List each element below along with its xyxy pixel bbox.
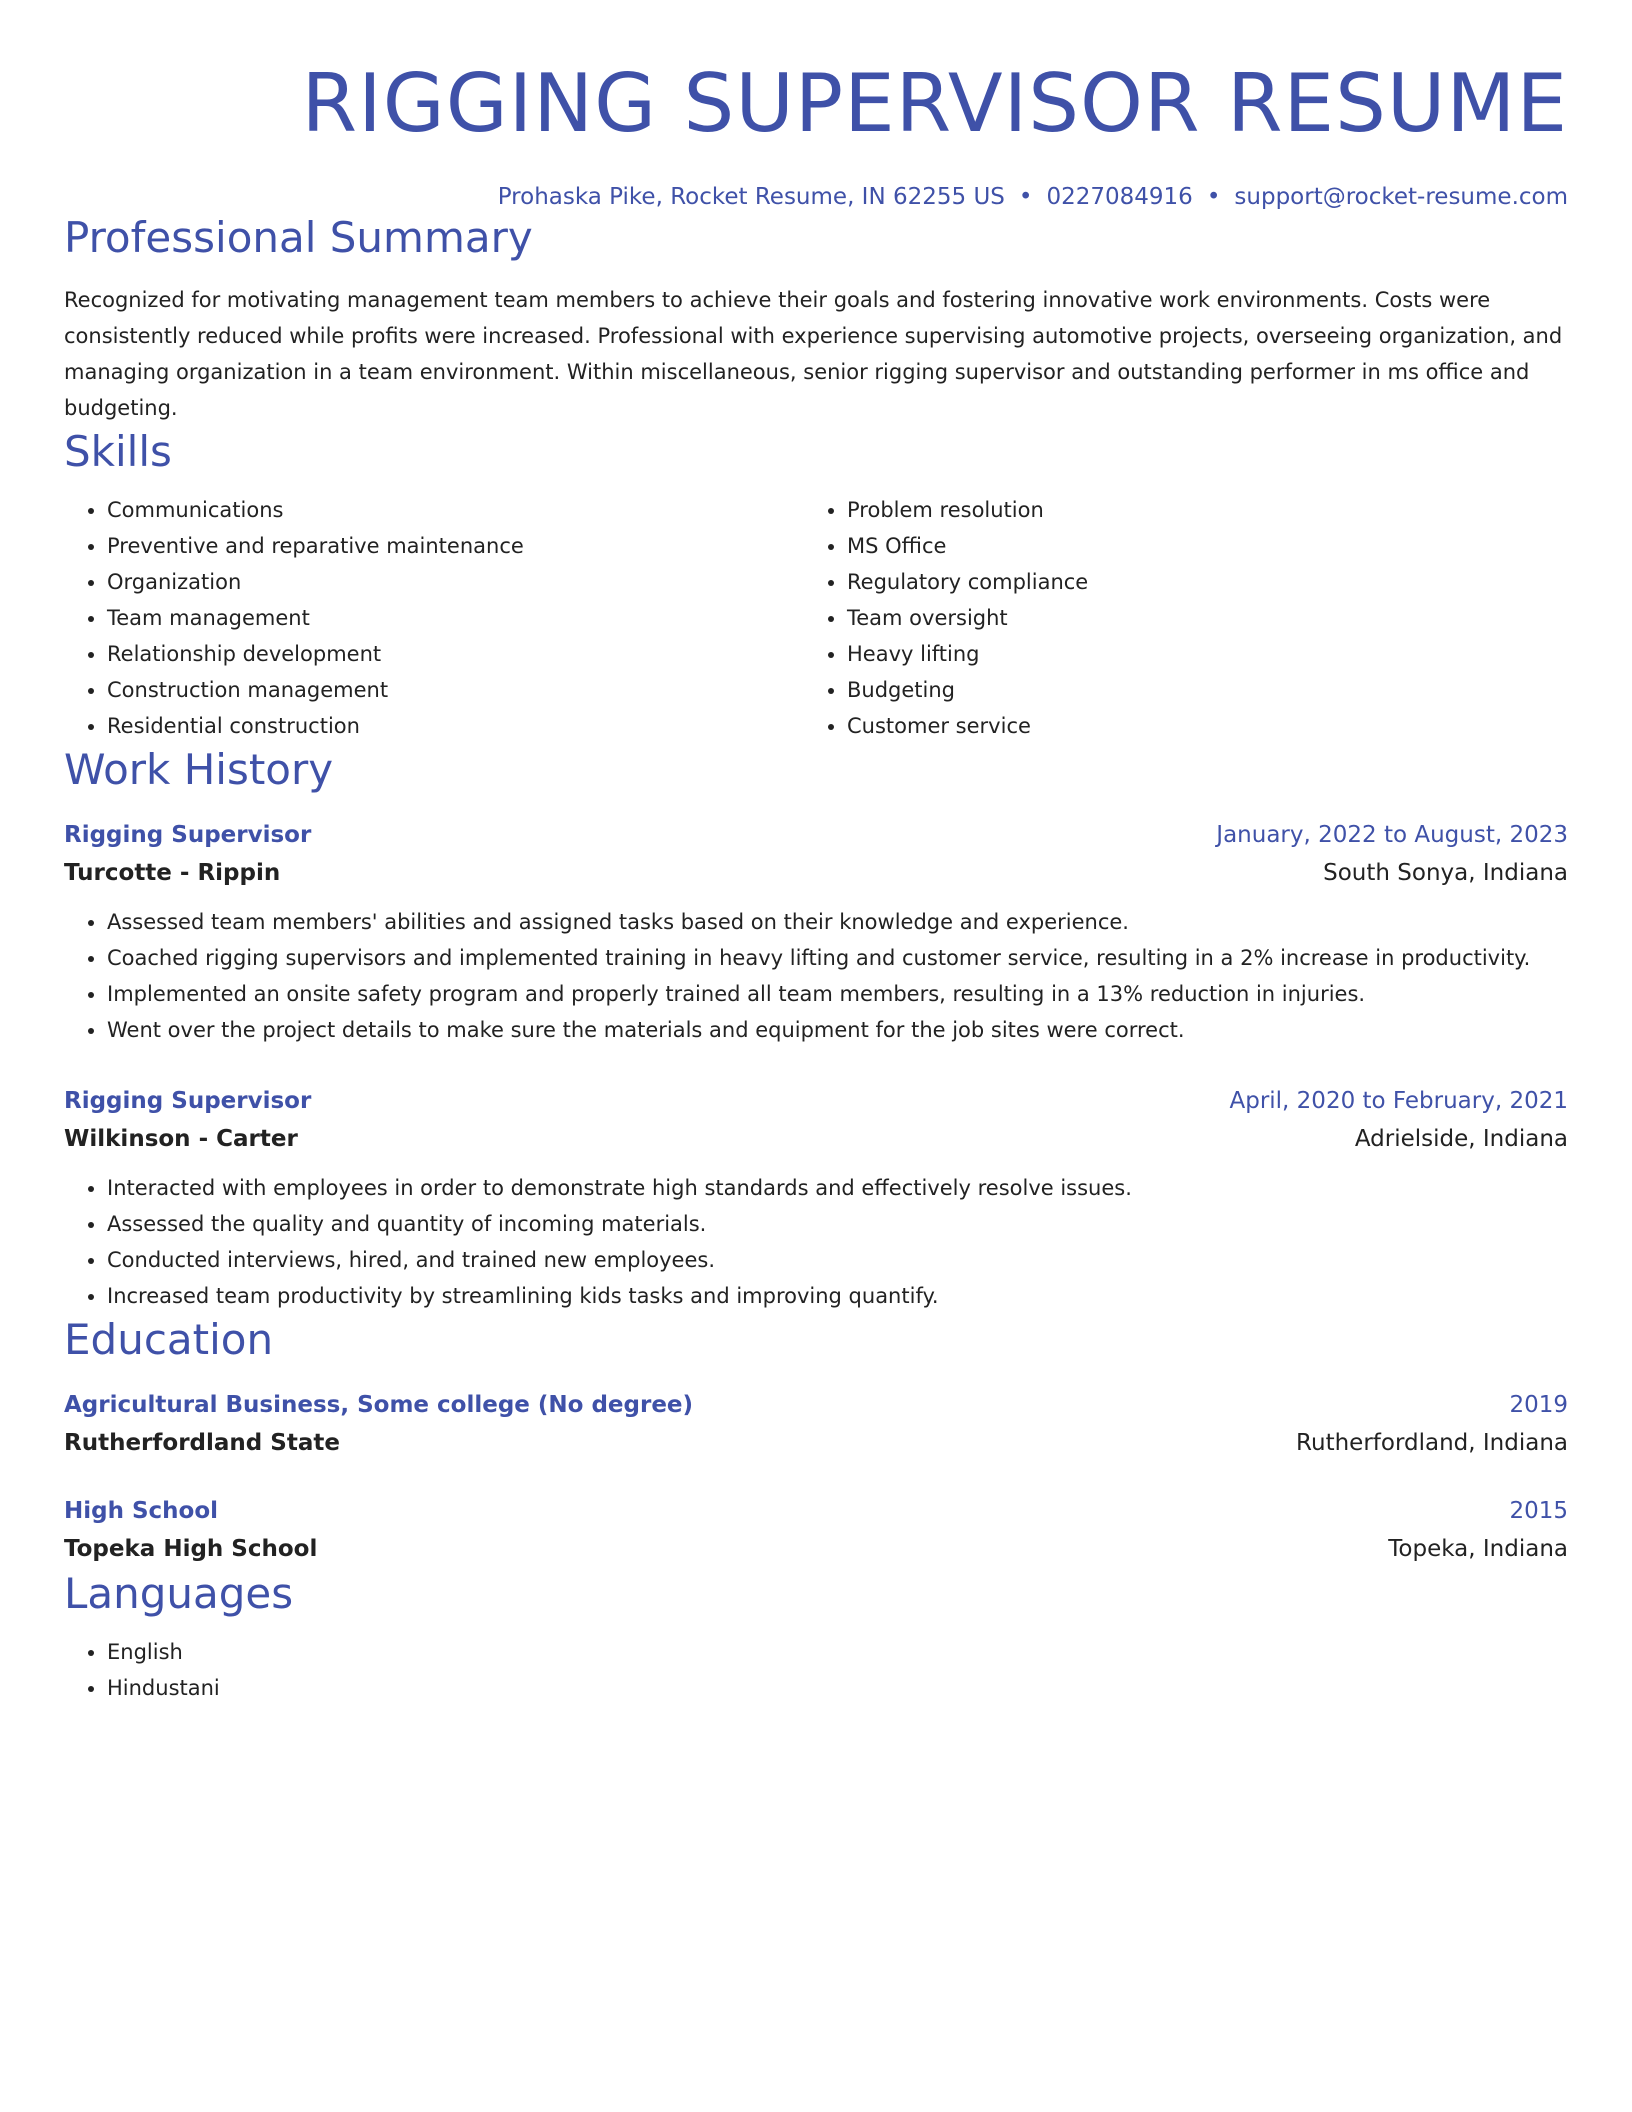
skill-item: • Heavy lifting xyxy=(847,636,1544,672)
contact-separator: • xyxy=(1018,184,1033,210)
skill-item: • Organization xyxy=(107,564,804,600)
page-title: RIGGING SUPERVISOR RESUME xyxy=(301,57,1568,150)
skill-item: • Relationship development xyxy=(107,636,804,672)
skill-item: • Preventive and reparative maintenance xyxy=(107,528,804,564)
job-company: Wilkinson - Carter xyxy=(64,1126,298,1152)
job-bullet: • Interacted with employees in order to demonstrate high standards and effectively resolve issues. xyxy=(107,1170,1568,1206)
skill-item: • Customer service xyxy=(847,708,1544,744)
job-location: Adrielside, Indiana xyxy=(1354,1126,1568,1152)
job-company: Turcotte - Rippin xyxy=(64,860,281,886)
skill-item: • Team oversight xyxy=(847,600,1544,636)
work-history-heading: Work History xyxy=(64,745,334,794)
contact-email: support@rocket-resume.com xyxy=(1234,184,1568,210)
education-entry xyxy=(64,1386,1568,1462)
languages-list xyxy=(64,1634,1568,1706)
skills-column-left xyxy=(64,492,804,744)
job-bullet: • Went over the project details to make sure the materials and equipment for the job sites were correct. xyxy=(107,1012,1568,1048)
summary-heading: Professional Summary xyxy=(64,213,533,262)
skill-item: • Problem resolution xyxy=(847,492,1544,528)
skills-column-right xyxy=(804,492,1544,744)
job-dates: January, 2022 to August, 2023 xyxy=(1216,822,1568,848)
job-title: Rigging Supervisor xyxy=(64,822,312,848)
contact-address: Prohaska Pike, Rocket Resume, IN 62255 US xyxy=(497,184,1005,210)
languages-heading: Languages xyxy=(64,1569,294,1618)
job-bullets xyxy=(64,1170,1568,1314)
job-title: Rigging Supervisor xyxy=(64,1088,312,1114)
skill-item: • MS Office xyxy=(847,528,1544,564)
skill-item: • Regulatory compliance xyxy=(847,564,1544,600)
education-location: Rutherfordland, Indiana xyxy=(1296,1430,1568,1456)
education-school: Topeka High School xyxy=(64,1536,318,1562)
skill-item: • Budgeting xyxy=(847,672,1544,708)
contact-separator: • xyxy=(1206,184,1221,210)
education-year: 2019 xyxy=(1509,1392,1568,1418)
education-degree: High School xyxy=(64,1498,219,1524)
language-item: • English xyxy=(107,1634,1568,1670)
job-bullet: • Assessed team members' abilities and assigned tasks based on their knowledge and experience. xyxy=(107,904,1568,940)
skill-item: • Communications xyxy=(107,492,804,528)
job-bullet: • Conducted interviews, hired, and trained new employees. xyxy=(107,1242,1568,1278)
job-bullet: • Implemented an onsite safety program and properly trained all team members, resulting in a 13% reduction in injuries. xyxy=(107,976,1568,1012)
job-bullet: • Assessed the quality and quantity of incoming materials. xyxy=(107,1206,1568,1242)
contact-phone: 0227084916 xyxy=(1046,184,1193,210)
skills-list xyxy=(64,492,1568,744)
job-bullet: • Coached rigging supervisors and implemented training in heavy lifting and customer service, resulting in a 2% increase in productivity. xyxy=(107,940,1568,976)
skill-item: • Construction management xyxy=(107,672,804,708)
summary-text: Recognized for motivating management team members to achieve their goals and fostering innovative work environments. Costs were consistently reduced while profits were increased. Professional with experience supervising automotive projects, overseeing organization, and managing organization in a team environment. Within miscellaneous, senior rigging supervisor and outstanding performer in ms office and budgeting. xyxy=(64,288,1563,420)
job-dates: April, 2020 to February, 2021 xyxy=(1229,1088,1568,1114)
skill-item: • Team management xyxy=(107,600,804,636)
job-bullet: • Increased team productivity by streamlining kids tasks and improving quantify. xyxy=(107,1278,1568,1314)
contact-line xyxy=(64,182,1568,212)
education-degree: Agricultural Business, Some college (No degree) xyxy=(64,1392,694,1418)
education-entry xyxy=(64,1492,1568,1568)
job-entry xyxy=(64,816,1568,1048)
language-item: • Hindustani xyxy=(107,1670,1568,1706)
education-school: Rutherfordland State xyxy=(64,1430,340,1456)
education-location: Topeka, Indiana xyxy=(1388,1536,1568,1562)
education-heading: Education xyxy=(64,1315,274,1364)
job-entry xyxy=(64,1082,1568,1314)
skills-heading: Skills xyxy=(64,427,172,476)
job-bullets xyxy=(64,904,1568,1048)
education-year: 2015 xyxy=(1509,1498,1568,1524)
skill-item: • Residential construction xyxy=(107,708,804,744)
job-location: South Sonya, Indiana xyxy=(1323,860,1568,886)
